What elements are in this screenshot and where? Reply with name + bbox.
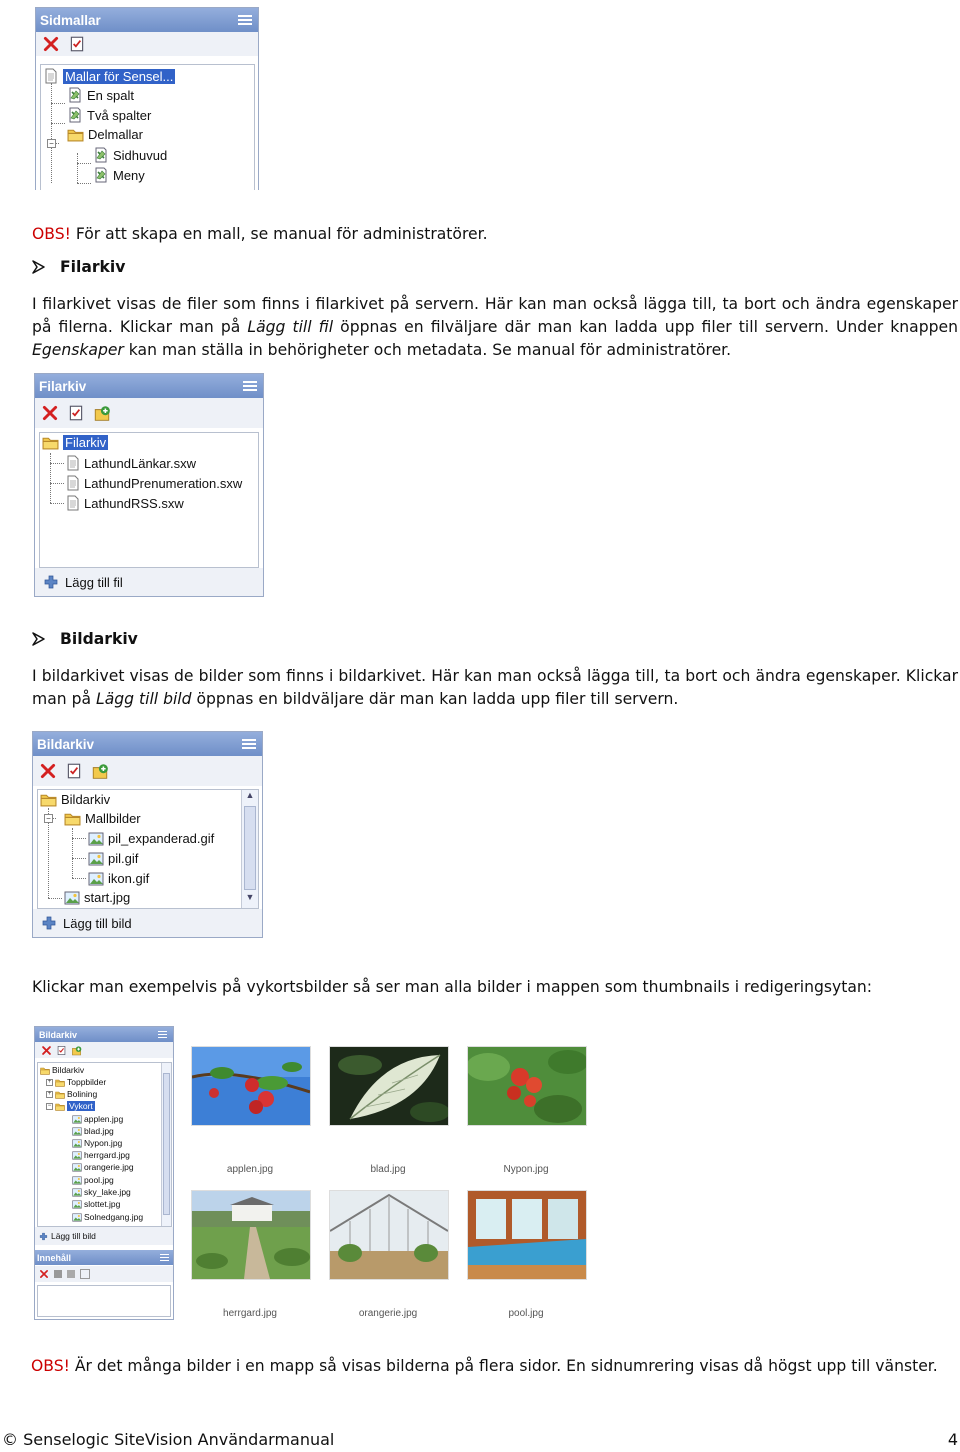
content-panel-header: Innehåll xyxy=(35,1250,173,1265)
vertical-scrollbar[interactable] xyxy=(161,1063,171,1226)
image-item[interactable]: slottet.jpg xyxy=(72,1199,120,1209)
add-image-button[interactable]: Lägg till bild xyxy=(33,909,262,937)
image-item[interactable]: sky_lake.jpg xyxy=(72,1187,131,1197)
image-icon xyxy=(72,1176,82,1185)
thumbnail-caption: Nypon.jpg xyxy=(503,1164,549,1175)
tree-folder[interactable]: + Toppbilder xyxy=(47,1077,107,1087)
delete-icon[interactable] xyxy=(39,762,57,780)
image-icon xyxy=(88,872,104,886)
tree-view: − Bildarkiv Mallbilder pil_expanderad.gif pil.gif ikon.gif start.jpg ▲ ▼ xyxy=(37,789,259,909)
example-paragraph: Klickar man exempelvis på vykortsbilder så ser man alla bilder i mappen som thumbnails i redigeringsytan: xyxy=(32,978,873,996)
panel-toolbar xyxy=(36,32,258,56)
image-icon xyxy=(72,1188,82,1197)
tree-root-label: Filarkiv xyxy=(65,435,107,450)
menu-icon[interactable] xyxy=(242,739,256,749)
delete-icon[interactable] xyxy=(39,1269,49,1279)
section-heading-filarkiv: Filarkiv xyxy=(32,258,125,276)
image-icon xyxy=(88,832,104,846)
bullet-arrow-icon xyxy=(32,632,46,646)
folder-icon xyxy=(40,1066,50,1075)
folder-icon xyxy=(42,435,59,450)
image-icon xyxy=(72,1163,82,1172)
menu-icon[interactable] xyxy=(160,1254,169,1261)
bullet-arrow-icon xyxy=(32,260,46,274)
menu-icon[interactable] xyxy=(243,381,257,391)
scroll-thumb[interactable] xyxy=(244,806,256,890)
panel-toolbar xyxy=(35,398,263,428)
image-item[interactable]: herrgard.jpg xyxy=(72,1150,130,1160)
image-item[interactable]: applen.jpg xyxy=(72,1114,123,1124)
tree-folder[interactable]: Mallbilder xyxy=(64,811,141,826)
add-folder-icon[interactable] xyxy=(93,404,111,422)
page-footer xyxy=(0,1428,960,1452)
panel-title: Bildarkiv xyxy=(37,736,95,752)
paste-icon[interactable] xyxy=(67,1270,75,1278)
tree-root-label: Bildarkiv xyxy=(61,792,111,807)
delete-icon[interactable] xyxy=(42,35,60,53)
image-icon xyxy=(72,1151,82,1160)
panel-title: Sidmallar xyxy=(40,12,101,28)
tree-item[interactable]: En spalt xyxy=(67,87,134,103)
delete-icon[interactable] xyxy=(41,1045,52,1056)
tree-folder[interactable]: Delmallar xyxy=(67,127,143,142)
panel-header xyxy=(35,374,263,398)
image-icon xyxy=(72,1127,82,1136)
plus-icon xyxy=(39,1232,48,1241)
document-icon xyxy=(66,495,80,511)
plus-icon xyxy=(43,574,59,590)
properties-icon[interactable] xyxy=(65,762,83,780)
scroll-thumb[interactable] xyxy=(163,1073,170,1215)
folder-icon xyxy=(55,1078,65,1087)
note-obs: OBS! För att skapa en mall, se manual för administratörer. xyxy=(32,225,488,243)
plus-icon xyxy=(41,915,57,931)
tree-view xyxy=(39,432,259,568)
thumbnail-rosehips[interactable] xyxy=(467,1046,587,1126)
image-item[interactable]: Solnedgang.jpg xyxy=(72,1212,143,1222)
tree-view xyxy=(37,1062,172,1227)
image-item[interactable]: pool.jpg xyxy=(72,1175,114,1185)
folder-icon xyxy=(67,127,84,142)
manor-image xyxy=(192,1191,310,1279)
tree-item[interactable]: Sidhuvud xyxy=(93,147,167,163)
template-root-icon xyxy=(43,68,59,84)
orangerie-image xyxy=(330,1191,448,1279)
grid-icon[interactable] xyxy=(80,1269,90,1279)
tree-root[interactable] xyxy=(42,435,108,450)
thumbnail-leaf[interactable] xyxy=(329,1046,449,1126)
image-icon xyxy=(72,1200,82,1209)
page-template-icon xyxy=(93,167,109,183)
thumbnail-apples[interactable] xyxy=(191,1046,311,1126)
tree-item[interactable]: Två spalter xyxy=(67,107,151,123)
image-item[interactable]: ikon.gif xyxy=(88,871,149,886)
thumbnail-caption: pool.jpg xyxy=(508,1308,544,1319)
panel-header xyxy=(33,732,262,756)
tree-folder[interactable]: − Vykort xyxy=(47,1101,93,1111)
page-template-icon xyxy=(93,147,109,163)
tree-root[interactable]: Bildarkiv xyxy=(40,1065,84,1075)
image-item[interactable]: orangerie.jpg xyxy=(72,1162,134,1172)
properties-icon[interactable] xyxy=(67,404,85,422)
filarkiv-paragraph: I filarkivet visas de filer som finns i filarkivet på servern. Här kan man också lägga till, ta bort och ändra egenskaper på filerna. Klickar man på Lägg till fil öppnas en filväljare där man kan ladda upp filer till servern. Under knappen Egenskaper kan man ställa in behörigheter och metadata. Se manual för administratörer. xyxy=(32,295,958,359)
folder-icon xyxy=(55,1102,65,1111)
sidmallar-panel xyxy=(35,7,259,190)
document-icon xyxy=(66,475,80,491)
thumbnail-caption: blad.jpg xyxy=(370,1164,406,1175)
folder-icon xyxy=(40,792,57,807)
bildarkiv-panel xyxy=(32,731,263,938)
panel-title: Filarkiv xyxy=(39,378,87,394)
small-bildarkiv-panel xyxy=(34,1026,174,1320)
apple-tree-image xyxy=(192,1047,310,1125)
thumbnail-caption: applen.jpg xyxy=(226,1164,274,1175)
thumbnail-orangerie[interactable] xyxy=(329,1190,449,1280)
image-item[interactable]: pil.gif xyxy=(88,851,138,866)
page-template-icon xyxy=(67,107,83,123)
delete-icon[interactable] xyxy=(41,404,59,422)
file-item[interactable]: LathundLänkar.sxw xyxy=(66,455,196,471)
image-icon xyxy=(72,1139,82,1148)
file-item[interactable]: LathundPrenumeration.sxw xyxy=(66,475,242,491)
panel-header: Bildarkiv xyxy=(35,1027,173,1042)
file-item[interactable]: LathundRSS.sxw xyxy=(66,495,184,511)
panel-toolbar xyxy=(33,756,262,786)
bildarkiv-paragraph: I bildarkivet visas de bilder som finns i bildarkivet. Här kan man också lägga till, ta bort och ändra egenskaper. Klickar man på Lägg till bild öppnas en bildväljare där man kan ladda upp filer till servern. xyxy=(32,667,958,708)
thumbnail-manor[interactable] xyxy=(191,1190,311,1280)
document-icon xyxy=(66,455,80,471)
image-icon xyxy=(64,891,80,905)
tree-item[interactable]: Meny xyxy=(93,167,145,183)
image-item[interactable]: blad.jpg xyxy=(72,1126,114,1136)
copy-icon[interactable] xyxy=(54,1270,62,1278)
tree-view: − Mallar för Sensel... En spalt Två spalter Delmallar Sidhuvud Meny xyxy=(40,64,255,190)
folder-icon xyxy=(64,811,81,826)
image-item[interactable]: Nypon.jpg xyxy=(72,1138,122,1148)
tree-folder[interactable]: + Bolining xyxy=(47,1089,98,1099)
add-folder-icon[interactable] xyxy=(91,762,109,780)
image-item[interactable]: start.jpg xyxy=(64,890,130,905)
scroll-up-icon[interactable]: ▲ xyxy=(245,790,255,800)
tree-root[interactable] xyxy=(43,68,175,84)
add-file-button[interactable]: Lägg till fil xyxy=(35,568,263,596)
rosehip-image xyxy=(468,1047,586,1125)
panel-toolbar xyxy=(35,1042,173,1058)
page-template-icon xyxy=(67,87,83,103)
footer-title: © Senselogic SiteVision Användarmanual xyxy=(2,1430,335,1449)
thumbnail-caption: herrgard.jpg xyxy=(223,1308,277,1319)
add-folder-icon[interactable] xyxy=(71,1045,82,1056)
properties-icon[interactable] xyxy=(56,1045,67,1056)
panel-header xyxy=(36,8,258,32)
properties-icon[interactable] xyxy=(68,35,86,53)
content-area xyxy=(37,1285,171,1317)
section-heading-bildarkiv: Bildarkiv xyxy=(32,630,138,648)
page-number: 4 xyxy=(947,1430,958,1449)
pool-image xyxy=(468,1191,586,1279)
thumbnail-pool[interactable] xyxy=(467,1190,587,1280)
image-item[interactable]: pil_expanderad.gif xyxy=(88,831,214,846)
add-image-button[interactable]: Lägg till bild xyxy=(35,1227,173,1245)
filarkiv-panel xyxy=(34,373,264,597)
image-icon xyxy=(88,852,104,866)
leaf-image xyxy=(330,1047,448,1125)
image-icon xyxy=(72,1115,82,1124)
image-icon xyxy=(72,1213,82,1222)
content-toolbar xyxy=(35,1266,173,1282)
scroll-down-icon[interactable]: ▼ xyxy=(245,892,255,902)
folder-icon xyxy=(55,1090,65,1099)
tree-root-label: Mallar för Sensel... xyxy=(65,68,174,84)
vertical-scrollbar[interactable] xyxy=(241,790,258,908)
menu-icon[interactable] xyxy=(238,15,252,25)
thumbnail-caption: orangerie.jpg xyxy=(358,1308,418,1319)
menu-icon[interactable] xyxy=(158,1031,167,1038)
tree-root[interactable] xyxy=(40,792,110,807)
note-obs: OBS! Är det många bilder i en mapp så visas bilderna på flera sidor. En sidnumrering visas då högst upp till vänster. xyxy=(31,1357,938,1375)
